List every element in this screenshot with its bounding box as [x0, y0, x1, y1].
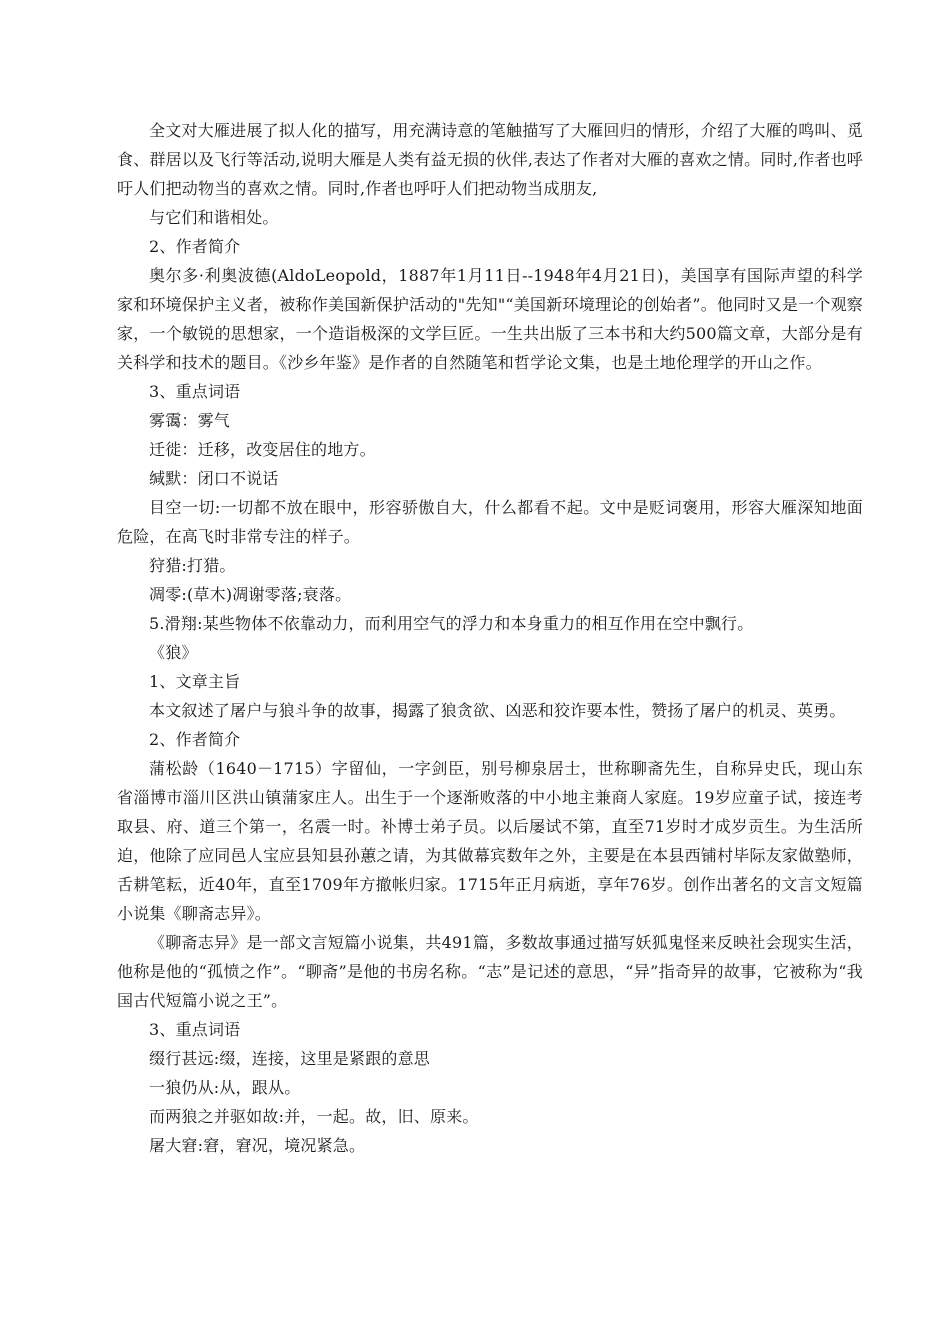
vocab-item: 迁徙：迁移，改变居住的地方。	[149, 440, 376, 459]
section-heading-vocab: 3、重点词语	[149, 1020, 241, 1039]
vocab-item: 雾霭：雾气	[149, 411, 231, 430]
lesson-title: 《狼》	[149, 643, 198, 662]
paragraph-author-bio: 奥尔多·利奥波德(AldoLeopold，1887年1月11日--1948年4月21日)，美国享有国际声望的科学家和环境保护主义者，被称作美国新保护活动的"先知"“美国新环境理论的创始者”。他同时又是一个观察家，一个敏锐的思想家，一个造诣极深的文学巨匠。一生共出版了三本书和大约500篇文章，大部分是有关科学和技术的题目。《沙乡年鉴》是作者的自然随笔和哲学论文集，也是土地伦理学的开山之作。	[117, 266, 863, 372]
section-heading-author: 2、作者简介	[149, 237, 241, 256]
vocab-item: 一狼仍从:从，跟从。	[149, 1078, 301, 1097]
paragraph-intro: 全文对大雁进展了拟人化的描写，用充满诗意的笔触描写了大雁回归的情形，介绍了大雁的鸣叫、觅食、群居以及飞行等活动,说明大雁是人类有益无损的伙伴,表达了作者对大雁的喜欢之情。同时,作者也呼吁人们把动物当的喜欢之情。同时,作者也呼吁人们把动物当成朋友,	[117, 121, 863, 198]
paragraph-author-bio: 蒲松龄（1640－1715）字留仙，一字剑臣，别号柳泉居士，世称聊斋先生，自称异史氏，现山东省淄博市淄川区洪山镇蒲家庄人。出生于一个逐渐败落的中小地主兼商人家庭。19岁应童子试，接连考取县、府、道三个第一，名震一时。补博士弟子员。以后屡试不第，直至71岁时才成岁贡生。为生活所迫，他除了应同邑人宝应县知县孙蕙之请，为其做幕宾数年之外，主要是在本县西铺村毕际友家做塾师，舌耕笔耘，近40年，直至1709年方撤帐归家。1715年正月病逝，享年76岁。创作出著名的文言文短篇小说集《聊斋志异》。	[117, 759, 863, 923]
section-heading-vocab: 3、重点词语	[149, 382, 241, 401]
vocab-item: 5.滑翔:某些物体不依靠动力，而利用空气的浮力和本身重力的相互作用在空中飘行。	[149, 614, 754, 633]
section-heading-theme: 1、文章主旨	[149, 672, 241, 691]
section-heading-author: 2、作者简介	[149, 730, 241, 749]
vocab-item: 狩猎:打猎。	[149, 556, 236, 575]
vocab-item: 而两狼之并驱如故:并，一起。故，旧、原来。	[149, 1107, 479, 1126]
paragraph-theme: 本文叙述了屠户与狼斗争的故事，揭露了狼贪欲、凶恶和狡诈要本性，赞扬了屠户的机灵、英勇。	[149, 701, 846, 720]
document-body	[117, 116, 863, 1160]
vocab-item: 屠大窘:窘，窘况，境况紧急。	[149, 1136, 366, 1155]
paragraph-book-intro: 《聊斋志异》是一部文言短篇小说集，共491篇，多数故事通过描写妖狐鬼怪来反映社会现实生活，他称是他的“孤愤之作”。“聊斋”是他的书房名称。“志”是记述的意思，“异”指奇异的故事，它被称为“我国古代短篇小说之王”。	[117, 933, 863, 1010]
paragraph-intro-end: 与它们和谐相处。	[149, 208, 279, 227]
vocab-item: 缄默：闭口不说话	[149, 469, 279, 488]
vocab-item: 缀行甚远:缀，连接，这里是紧跟的意思	[149, 1049, 430, 1068]
vocab-item: 目空一切:一切都不放在眼中，形容骄傲自大，什么都看不起。文中是贬词褒用，形容大雁深知地面危险，在高飞时非常专注的样子。	[117, 498, 863, 546]
vocab-item: 凋零:(草木)凋谢零落;衰落。	[149, 585, 352, 604]
